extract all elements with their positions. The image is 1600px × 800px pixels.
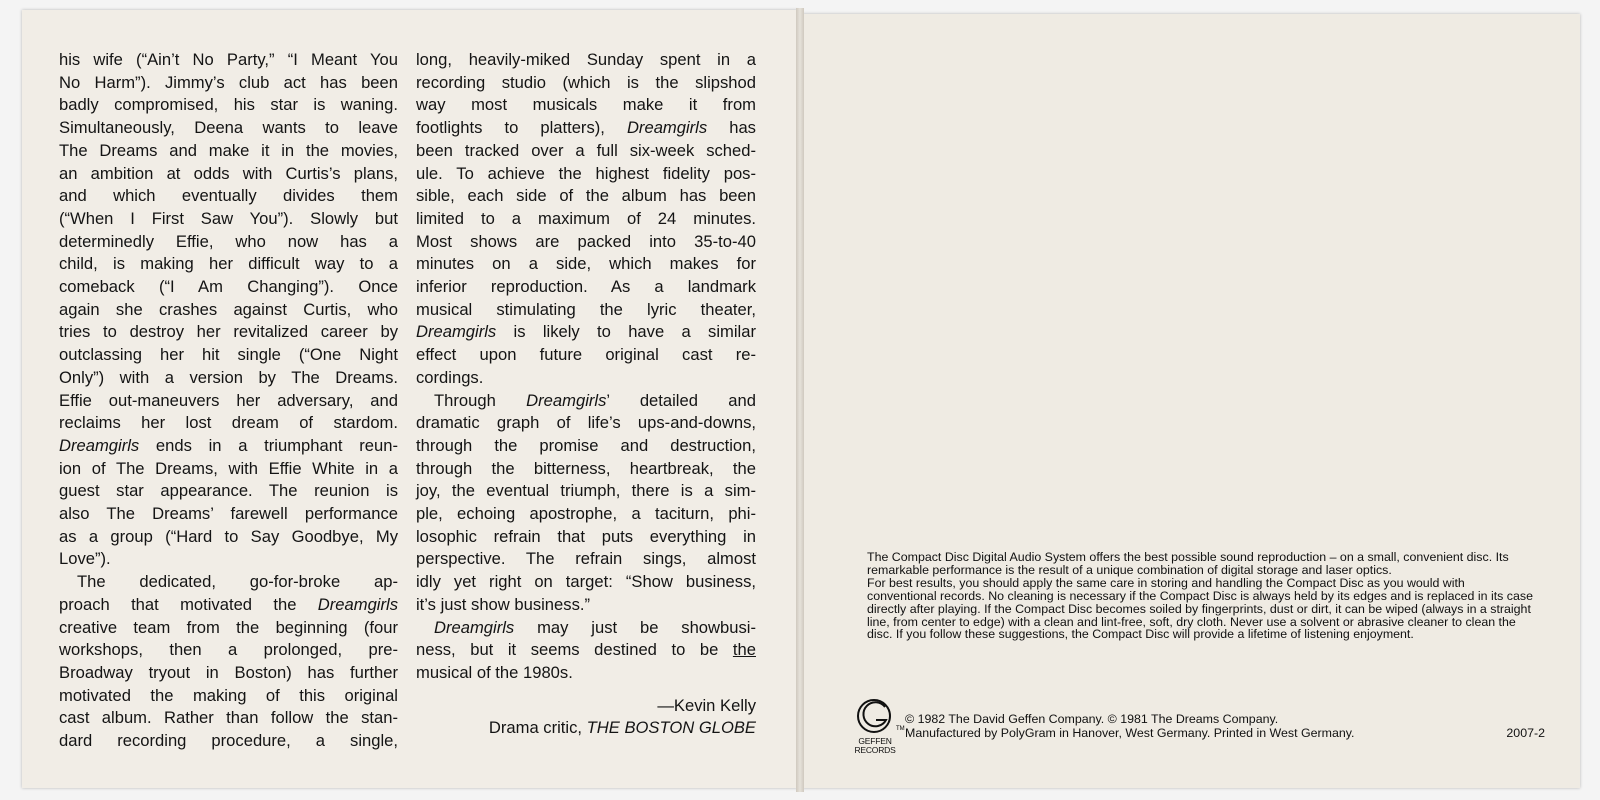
text-line: dramatic graph of life’s ups-and-downs,	[416, 413, 756, 433]
text-line: through the bitterness, heartbreak, the	[416, 458, 756, 478]
text-line: long, heavily-miked Sunday spent in a	[416, 50, 756, 69]
text-line: again she crashes against Curtis, who	[59, 299, 398, 319]
text-line: cast album. Rather than follow the stan-	[59, 708, 398, 728]
text-line: ule. To achieve the highest fidelity pos-	[416, 163, 756, 183]
geffen-records-logo	[852, 698, 905, 755]
text-line: perspective. The refrain sings, almost	[416, 549, 756, 569]
text-line	[416, 639, 756, 662]
text-line: tries to destroy her revitalized career by	[59, 322, 398, 342]
show-title: Dreamgirls	[434, 617, 515, 637]
text-line: The Dreams and make it in the movies,	[59, 140, 398, 160]
text-line	[416, 321, 756, 344]
liner-notes-left-column	[59, 49, 398, 753]
geffen-g-icon	[852, 698, 900, 740]
text-fragment: is likely to have a similar	[513, 322, 756, 342]
text-line: guest star appearance. The reunion is	[59, 481, 398, 501]
text-line: his wife (“Ain’t No Party,” “I Meant You	[59, 50, 398, 69]
text-line: Broadway tryout in Boston) has further	[59, 662, 398, 682]
text-line: outclassing her hit single (“One Night	[59, 345, 398, 365]
text-line: effect upon future original cast re-	[416, 345, 756, 365]
text-line: cordings.	[416, 367, 484, 387]
show-title: Dreamgirls	[59, 435, 140, 455]
text-line	[416, 117, 756, 140]
show-title: Dreamgirls	[317, 594, 398, 614]
notice-paragraph-2: For best results, you should apply the same care in storing and handling the Compact Disc as you would with conventional records. No cleaning is necessary if the Compact Disc is always held by its edges and is replaced in its case directly after playing. If the Compact Disc becomes soiled by fingerprints, dust or dirt, it can be wiped (always in a straight line, from center to edge) with a clean and lint-free, soft, dry cloth. Never use a solvent or abrasive cleaner to clean the disc. If you follow these suggestions, the Compact Disc will provide a lifetime of listening enjoyment.	[867, 575, 1533, 642]
text-line: badly compromised, his star is waning.	[59, 95, 398, 115]
text-fragment: has	[729, 118, 756, 138]
copyright-block	[905, 712, 1545, 740]
text-line	[416, 390, 756, 413]
catalog-number: 2007-2	[1506, 726, 1545, 740]
text-line: workshops, then a prolonged, pre-	[59, 640, 398, 660]
text-line: ple, echoing apostrophe, a taciturn, phi-	[416, 504, 756, 524]
text-line: recording studio (which is the slipshod	[416, 72, 756, 92]
booklet-spine	[796, 8, 804, 792]
text-line: sible, each side of the album has been	[416, 186, 756, 206]
liner-notes-right-column	[416, 49, 756, 740]
text-line: child, is making her difficult way to a	[59, 254, 398, 274]
text-line: and which eventually divides them	[59, 186, 398, 206]
text-line: motivated the making of this original	[59, 685, 398, 705]
text-fragment: proach that motivated the	[59, 594, 297, 614]
text-line: musical of the 1980s.	[416, 662, 573, 682]
text-line: The dedicated, go-for-broke ap-	[77, 572, 398, 592]
text-line	[416, 617, 756, 640]
signature: —Kevin Kelly	[657, 695, 756, 715]
text-fragment: may just be showbusi-	[537, 617, 756, 637]
text-line: Only”) with a version by The Dreams.	[59, 367, 398, 387]
manufacturer-line: Manufactured by PolyGram in Hanover, West Germany. Printed in West Germany.	[905, 726, 1355, 740]
text-line: reclaims her lost dream of stardom.	[59, 413, 398, 433]
show-title: Dreamgirls	[626, 118, 708, 138]
logo-wordmark: GEFFEN RECORDS	[854, 736, 896, 755]
text-line: ion of The Dreams, with Effie White in a	[59, 458, 398, 478]
text-line: as a group (“Hard to Say Goodbye, My	[59, 526, 398, 546]
text-line: inferior reproduction. As a landmark	[416, 277, 756, 297]
text-line: comeback (“I Am Changing”). Once	[59, 277, 398, 297]
text-line: musical stimulating the lyric theater,	[416, 299, 756, 319]
text-fragment: footlights to platters),	[416, 118, 605, 138]
text-fragment: ’ detailed and	[606, 390, 756, 410]
trademark-mark: TM	[896, 726, 905, 732]
text-line: Most shows are packed into 35-to-40	[416, 231, 756, 251]
newspaper-name: THE BOSTON GLOBE	[586, 718, 756, 738]
compact-disc-notice	[855, 551, 1535, 641]
emphasis-the: the	[732, 640, 756, 660]
text-line: creative team from the beginning (four	[59, 617, 398, 637]
credit-prefix: Drama critic,	[488, 718, 583, 738]
text-line: way most musicals make it from	[416, 95, 756, 115]
show-title: Dreamgirls	[526, 390, 607, 410]
text-line: No Harm”). Jimmy’s club act has been	[59, 72, 398, 92]
text-fragment: ends in a triumphant reun-	[155, 435, 398, 455]
text-line	[59, 435, 398, 458]
text-line: Effie out-maneuvers her adversary, and	[59, 390, 398, 410]
text-line: idly yet right on target: “Show business,	[416, 572, 756, 592]
text-line: dard recording procedure, a single,	[59, 731, 398, 751]
show-title: Dreamgirls	[416, 322, 497, 342]
text-line: (“When I First Saw You”). Slowly but	[59, 208, 398, 228]
text-line: limited to a maximum of 24 minutes.	[416, 208, 756, 228]
text-fragment: Through	[434, 390, 496, 410]
text-fragment: ness, but it seems destined to be	[416, 640, 719, 660]
text-line: been tracked over a full six-week sched-	[416, 140, 756, 160]
text-line: an ambition at odds with Curtis’s plans,	[59, 163, 398, 183]
text-line: joy, the eventual triumph, there is a sim-	[416, 481, 756, 501]
text-line	[59, 594, 398, 617]
notice-paragraph-1: The Compact Disc Digital Audio System offers the best possible sound reproduction – on a small, convenient disc. Its remarkable performance is the result of a unique combination of digital storage and laser optics.	[867, 550, 1509, 577]
text-line: losophic refrain that puts everything in	[416, 526, 756, 546]
credit-line	[416, 717, 756, 740]
text-line: also The Dreams’ farewell performance	[59, 504, 398, 524]
right-page	[802, 14, 1580, 788]
text-line: Love”).	[59, 549, 111, 569]
text-line: Simultaneously, Deena wants to leave	[59, 118, 398, 138]
text-line: determinedly Effie, who now has a	[59, 231, 398, 251]
text-line: through the promise and destruction,	[416, 435, 756, 455]
text-line: minutes on a side, which makes for	[416, 254, 756, 274]
text-line: it’s just show business.”	[416, 594, 590, 614]
copyright-line: © 1982 The David Geffen Company. © 1981 The Dreams Company.	[905, 712, 1279, 726]
